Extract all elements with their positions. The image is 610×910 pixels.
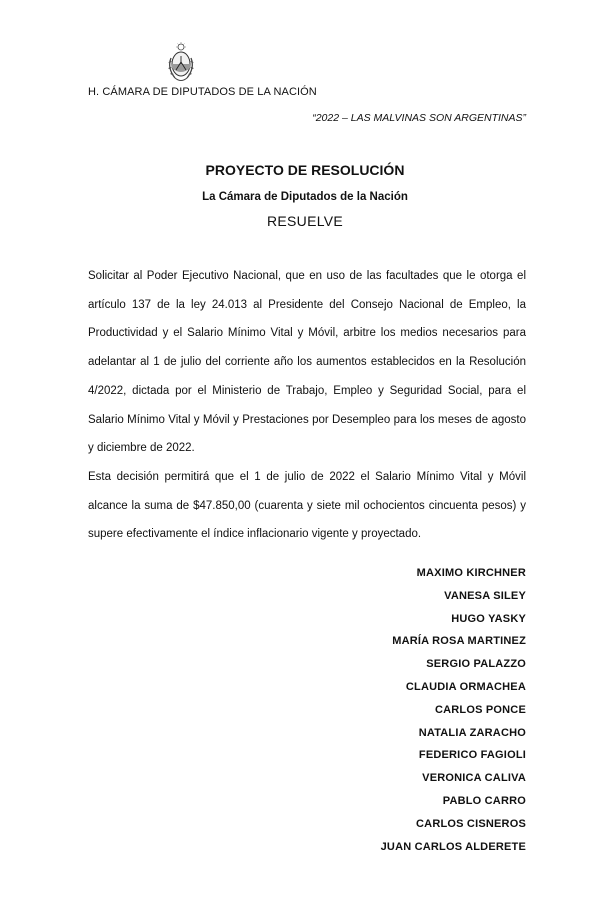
signer-name: MAXIMO KIRCHNER [416, 567, 526, 579]
signer-name: PABLO CARRO [442, 794, 526, 807]
resolution-body [88, 262, 526, 549]
signer-name: CARLOS PONCE [434, 703, 526, 716]
signer-name: MARÍA ROSA MARTINEZ [392, 635, 526, 648]
signer-name: VANESA SILEY [444, 589, 526, 602]
signers-list [381, 562, 526, 858]
year-motto: “2022 – LAS MALVINAS SON ARGENTINAS” [312, 112, 526, 124]
body-paragraph: Esta decisión permitirá que el 1 de julio de 2022 el Salario Mínimo Vital y Móvil alcance la suma de $47.850,00 (cuarenta y siete mil ochocientos cincuenta pesos) y supere efectivamente el índice inflacionario vigente y proyectado. [88, 470, 526, 541]
resolution-verb: RESUELVE [266, 213, 344, 229]
signer-name: NATALIA ZARACHO [418, 726, 526, 739]
signer-name: CLAUDIA ORMACHEA [405, 680, 526, 693]
signer-name: FEDERICO FAGIOLI [418, 749, 526, 762]
issuing-chamber: La Cámara de Diputados de la Nación [202, 191, 408, 203]
signer-name: VERONICA CALIVA [422, 772, 526, 785]
chamber-name: H. CÁMARA DE DIPUTADOS DE LA NACIÓN [88, 86, 317, 98]
document-title: PROYECTO DE RESOLUCIÓN [205, 162, 405, 178]
national-coat-of-arms-icon [166, 42, 196, 84]
signer-name: HUGO YASKY [451, 612, 526, 625]
body-paragraph: Solicitar al Poder Ejecutivo Nacional, que en uso de las facultades que le otorga el artículo 137 de la ley 24.013 al Presidente del Consejo Nacional de Empleo, la Productividad y el Salario Mínimo Vital y Móvil, arbitre los medios necesarios para adelantar al 1 de julio del corriente año los aumentos establecidos en la Resolución 4/2022, dictada por el Ministerio de Trabajo, Empleo y Seguridad Social, para el Salario Mínimo Vital y Móvil y Prestaciones por Desempleo para los meses de agosto y diciembre de 2022. [88, 270, 526, 455]
cropped-mark-icon [150, 0, 168, 2]
signer-name: CARLOS CISNEROS [416, 817, 526, 830]
signer-name: JUAN CARLOS ALDERETE [380, 840, 526, 853]
signer-name: SERGIO PALAZZO [426, 658, 526, 671]
